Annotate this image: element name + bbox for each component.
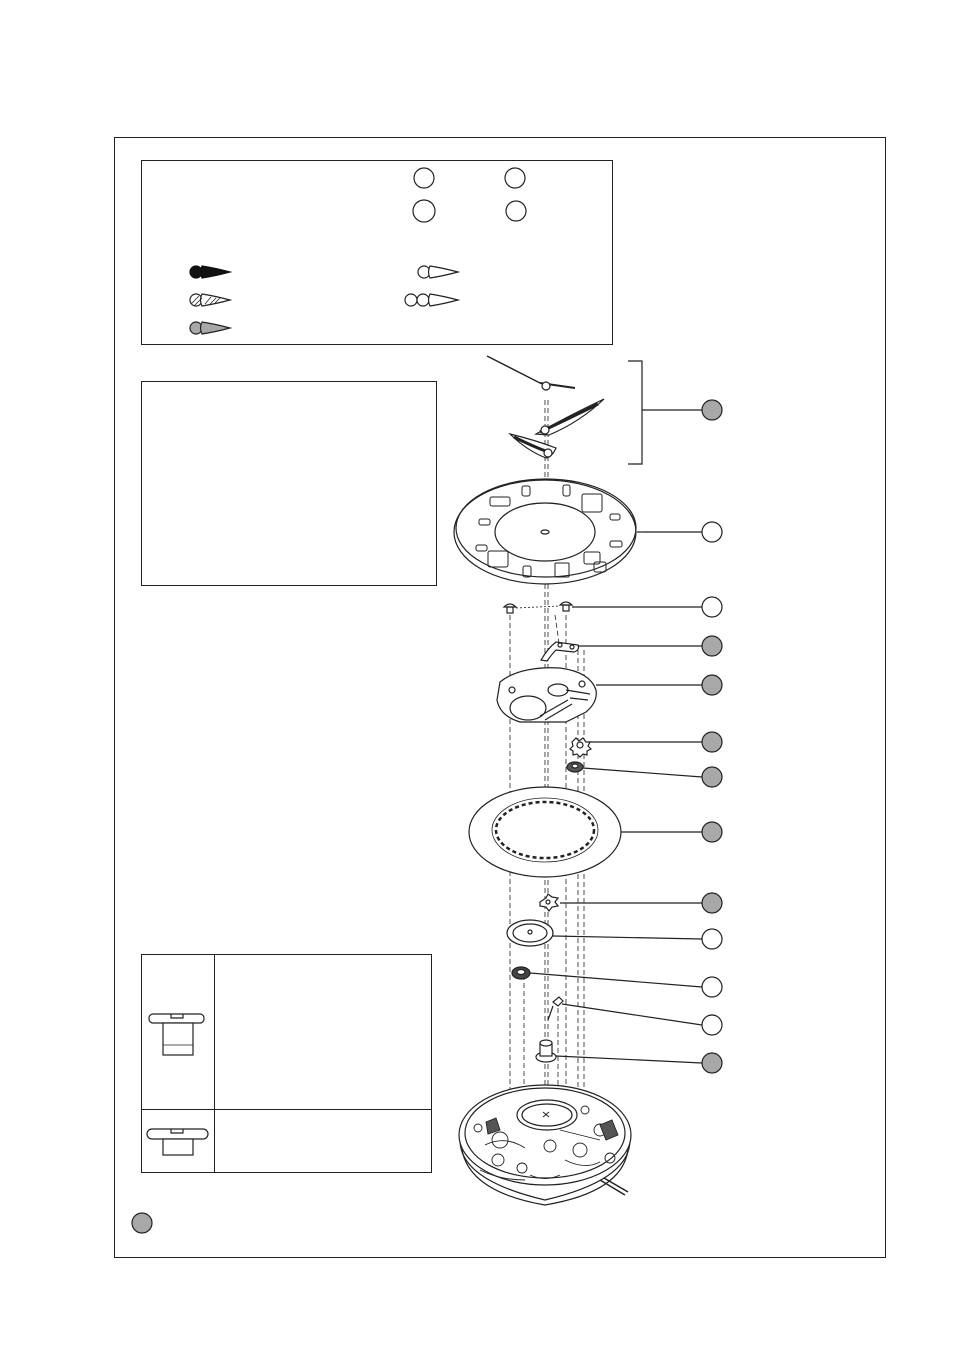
callouts [702,400,722,1073]
hand-hatched-icon [190,294,230,306]
hand-grey-icon [190,322,230,334]
callout-dial [702,522,722,542]
legend-symbols [190,168,526,334]
washer-leader [583,768,702,777]
legend-circle-4 [506,201,526,221]
footnote-grey-circle [132,1213,152,1233]
date-jumper-leader [562,1004,702,1025]
star-wheel [570,738,591,757]
hour-wheel-washer [567,762,583,772]
screw-long-icon [149,1014,204,1055]
seconds-hand [487,356,575,390]
callout-date-jumper [702,1015,722,1035]
callout-cannon-pinion [702,1053,722,1073]
hour-hand [510,434,556,458]
movement [459,1085,631,1205]
dial [454,479,643,584]
legend-circle-1 [414,168,434,188]
callout-washer [702,767,722,787]
screw-short-icon [147,1129,208,1155]
date-ring [469,787,621,877]
callout-date-ring [702,822,722,842]
callout-star-wheel [702,732,722,752]
hour-wheel-leader [553,936,702,939]
dial-screws [504,602,572,613]
hand-white-double-icon [405,294,458,306]
date-jumper [548,997,563,1020]
minute-wheel [512,967,530,979]
minute-wheel-leader [530,973,702,987]
calendar-spring [541,642,579,661]
minute-hand [536,399,604,435]
callout-minute-wheel [702,977,722,997]
cannon-pinion [536,1040,556,1062]
callout-hands-set [702,400,722,420]
date-driving-wheel [540,894,558,911]
hand-black-icon [190,266,230,278]
hour-wheel [507,920,553,946]
legend-circle-2 [505,168,525,188]
callout-calendar-spring [702,636,722,656]
callout-dial-screws [702,597,722,617]
callout-date-dial-guard [702,675,722,695]
callout-hour-wheel [702,929,722,949]
date-dial-guard [497,668,596,722]
callout-date-driving-wheel [702,893,722,913]
hand-white-single-icon [418,266,458,278]
hands-bracket [628,361,642,464]
legend-circle-3 [413,200,435,222]
